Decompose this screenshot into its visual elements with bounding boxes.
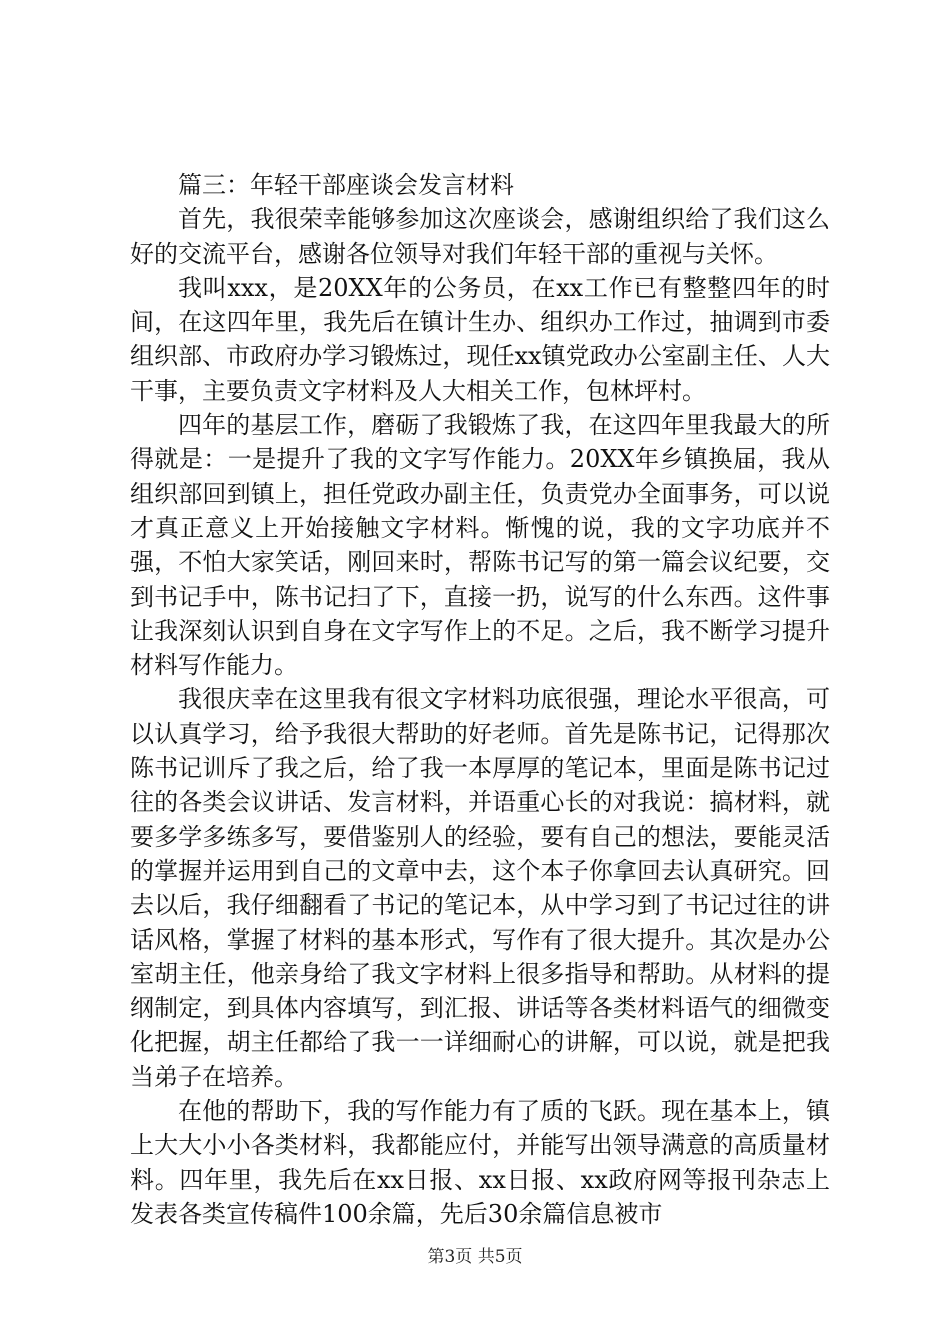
section-title: 篇三：年轻干部座谈会发言材料 xyxy=(178,171,514,199)
page-indicator: 第3页 共5页 xyxy=(427,1247,523,1267)
paragraph-4: 我很庆幸在这里我有很文字材料功底很强，理论水平很高，可以认真学习，给予我很大帮助的好老师。首先是陈书记，记得那次陈书记训斥了我之后，给了我一本厚厚的笔记本，里面是陈书记过往的各类会议讲话、发言材料，并语重心长的对我说：搞材料，就要多学多练多写，要借鉴别人的经验，要有自己的想法，要能灵活的掌握并运用到自己的文章中去，这个本子你拿回去认真研究。回去以后，我仔细翻看了书记的笔记本，从中学习到了书记过往的讲话风格，掌握了材料的基本形式，写作有了很大提升。其次是办公室胡主任，他亲身给了我文字材料上很多指导和帮助。从材料的提纲制定，到具体内容填写，到汇报、讲话等各类材料语气的细微变化把握，胡主任都给了我一一详细耐心的讲解，可以说，就是把我当弟子在培养。 xyxy=(130,685,830,1091)
paragraph-3: 四年的基层工作，磨砺了我锻炼了我，在这四年里我最大的所得就是：一是提升了我的文字写作能力。20XX年乡镇换届，我从组织部回到镇上，担任党政办副主任，负责党办全面事务，可以说才真正意义上开始接触文字材料。惭愧的说，我的文字功底并不强，不怕大家笑话，刚回来时，帮陈书记写的第一篇会议纪要，交到书记手中，陈书记扫了下，直接一扔，说写的什么东西。这件事让我深刻认识到自身在文字写作上的不足。之后，我不断学习提升材料写作能力。 xyxy=(130,411,830,680)
paragraph-5: 在他的帮助下，我的写作能力有了质的飞跃。现在基本上，镇上大大小小各类材料，我都能应付，并能写出领导满意的高质量材料。四年里，我先后在xx日报、xx日报、xx政府网等报刊杂志上发表各类宣传稿件100余篇，先后30余篇信息被市 xyxy=(130,1097,830,1228)
page-footer xyxy=(0,1242,950,1267)
paragraph-1: 首先，我很荣幸能够参加这次座谈会，感谢组织给了我们这么好的交流平台，感谢各位领导对我们年轻干部的重视与关怀。 xyxy=(130,205,830,268)
document-body xyxy=(130,168,830,1231)
paragraph-2: 我叫xxx，是20XX年的公务员，在xx工作已有整整四年的时间，在这四年里，我先后在镇计生办、组织办工作过，抽调到市委组织部、市政府办学习锻炼过，现任xx镇党政办公室副主任、人大干事，主要负责文字材料及人大相关工作，包林坪村。 xyxy=(130,273,830,405)
